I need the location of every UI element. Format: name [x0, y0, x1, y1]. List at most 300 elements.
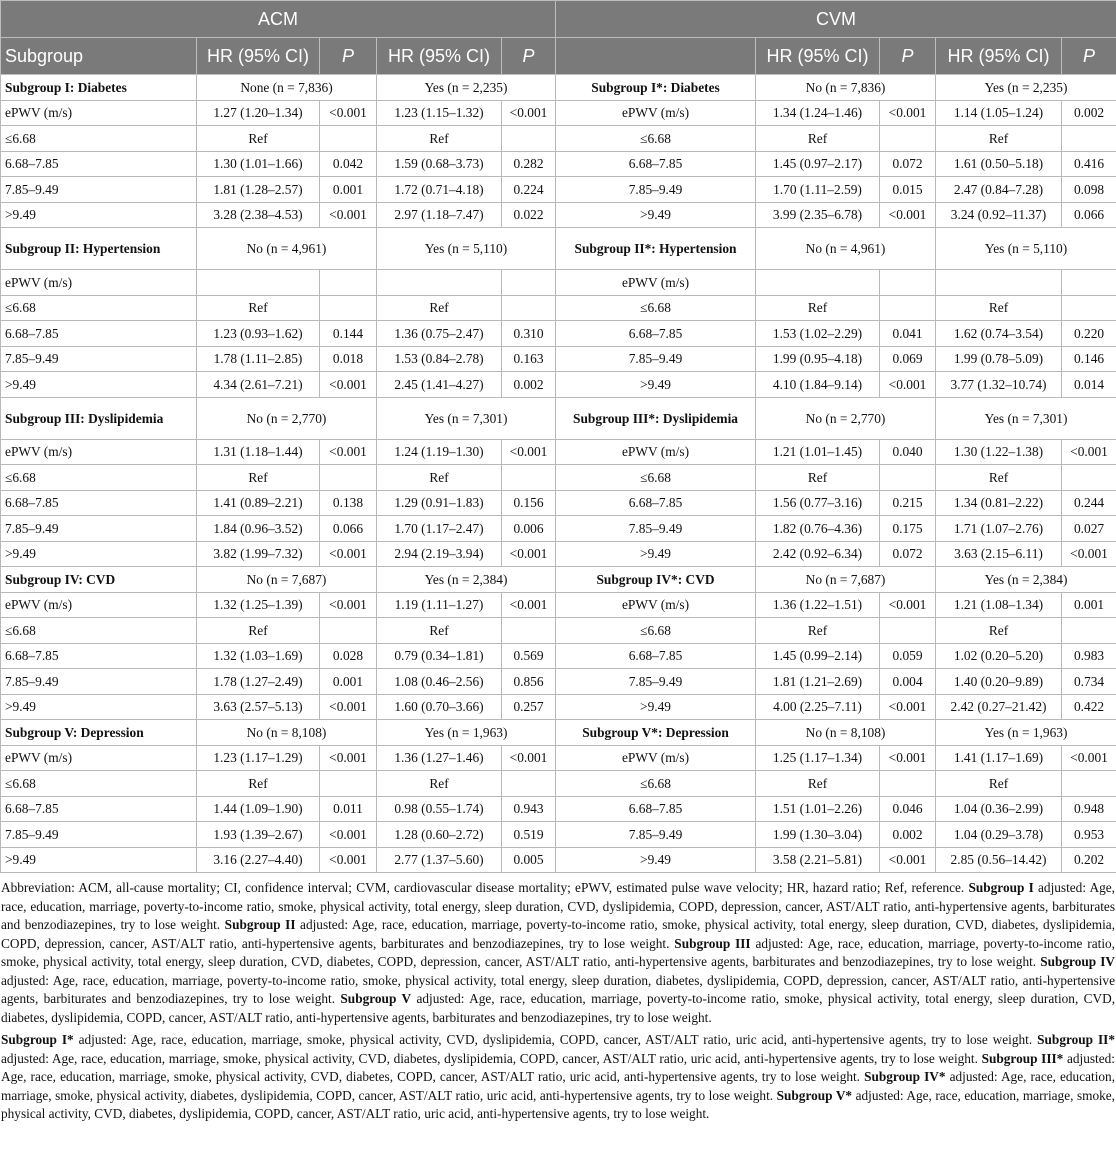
footnote-acm [1, 879, 1115, 1027]
hr-value: 2.47 (0.84–7.28) [936, 177, 1062, 203]
hr-value: Ref [756, 771, 880, 797]
subgroup-label: Subgroup I: Diabetes [1, 75, 197, 101]
hr-value: 0.98 (0.55–1.74) [377, 796, 502, 822]
hr-value: 1.27 (1.20–1.34) [197, 100, 320, 126]
table-row [1, 270, 1116, 296]
table-row [1, 771, 1116, 797]
p-value: 0.027 [1062, 516, 1116, 542]
p-value: 0.041 [880, 321, 936, 347]
group-yes-label: Yes (n = 5,110) [936, 228, 1116, 270]
header-row-columns [1, 38, 1116, 75]
row-label: 6.68–7.85 [556, 151, 756, 177]
p-value: 0.257 [502, 694, 556, 720]
p-value: 0.422 [1062, 694, 1116, 720]
p-value: 0.282 [502, 151, 556, 177]
hr-value: 1.53 (0.84–2.78) [377, 346, 502, 372]
row-label: 6.68–7.85 [1, 321, 197, 347]
hr-value: 1.81 (1.28–2.57) [197, 177, 320, 203]
hr-value: 1.51 (1.01–2.26) [756, 796, 880, 822]
hr-value: 1.02 (0.20–5.20) [936, 643, 1062, 669]
p-value: <0.001 [320, 372, 377, 398]
hr-value: Ref [377, 295, 502, 321]
p-value: 0.066 [1062, 202, 1116, 228]
hr-value: 3.63 (2.15–6.11) [936, 541, 1062, 567]
subgroup-header-row [1, 75, 1116, 101]
row-label: ePWV (m/s) [556, 745, 756, 771]
hr-value: 1.61 (0.50–5.18) [936, 151, 1062, 177]
row-label: 6.68–7.85 [556, 321, 756, 347]
hr-value: 1.41 (1.17–1.69) [936, 745, 1062, 771]
group-yes-label: Yes (n = 2,235) [936, 75, 1116, 101]
row-label: >9.49 [556, 202, 756, 228]
p-value: 0.014 [1062, 372, 1116, 398]
row-label: 7.85–9.49 [556, 669, 756, 695]
footnote-label: Subgroup II* [1037, 1032, 1115, 1047]
p-value: <0.001 [880, 202, 936, 228]
p-header: P [320, 38, 377, 75]
table-row [1, 151, 1116, 177]
subgroup-label: Subgroup III: Dyslipidemia [1, 397, 197, 439]
hr-value: 3.24 (0.92–11.37) [936, 202, 1062, 228]
footnote-label: Subgroup V [340, 991, 412, 1006]
hr-value: 4.10 (1.84–9.14) [756, 372, 880, 398]
row-label: ePWV (m/s) [556, 592, 756, 618]
hr-value: 3.16 (2.27–4.40) [197, 847, 320, 873]
p-value: <0.001 [502, 745, 556, 771]
table-row [1, 346, 1116, 372]
hr-value: 2.77 (1.37–5.60) [377, 847, 502, 873]
acm-header: ACM [1, 1, 556, 38]
hr-value: 1.56 (0.77–3.16) [756, 490, 880, 516]
hr-value: 4.00 (2.25–7.11) [756, 694, 880, 720]
hr-value: 3.82 (1.99–7.32) [197, 541, 320, 567]
hr-value: Ref [936, 771, 1062, 797]
subgroup-header: Subgroup [1, 38, 197, 75]
table-row [1, 465, 1116, 491]
footnote-text: adjusted: Age, race, education, marriage, smoke, physical activity, CVD, diabetes, COPD, cancer, AST/ALT ratio, uric acid, anti-hypertensive agents, try to lose weight. [1, 1050, 1115, 1084]
hr-value: 1.14 (1.05–1.24) [936, 100, 1062, 126]
hr-value: Ref [756, 126, 880, 152]
p-value: <0.001 [320, 100, 377, 126]
footnote-label: Subgroup I [968, 880, 1034, 895]
hr-value: 2.97 (1.18–7.47) [377, 202, 502, 228]
table-row [1, 372, 1116, 398]
hr-value: 3.77 (1.32–10.74) [936, 372, 1062, 398]
row-label: 7.85–9.49 [1, 822, 197, 848]
footnote-text: adjusted: Age, race, education, marriage, smoke, physical activity, CVD, diabetes, dyslipidemia, COPD, cancer, AST/ALT ratio, uric acid, anti-hypertensive agents, try to lose weight. [1, 1087, 1115, 1121]
hr-value: 1.36 (1.22–1.51) [756, 592, 880, 618]
row-label: 7.85–9.49 [556, 346, 756, 372]
row-label: >9.49 [1, 202, 197, 228]
p-value: 0.040 [880, 439, 936, 465]
row-label: 7.85–9.49 [1, 669, 197, 695]
footnote-label: Subgroup III* [981, 1050, 1064, 1066]
hr-value: 1.21 (1.01–1.45) [756, 439, 880, 465]
p-value [1062, 465, 1116, 491]
hr-value: Ref [936, 465, 1062, 491]
footnote-text: adjusted: Age, race, education, marriage, poverty-to-income ratio, smoke, physical activity, total energy, sleep duration, CVD, dyslipidemia, COPD, depression, cancer, AST/ALT ratio, anti-hypertensive agents, barbiturates and benzodiazepines, try to lose weight. [1, 880, 1115, 932]
p-value: 0.005 [502, 847, 556, 873]
p-value [880, 771, 936, 797]
cvm-header: CVM [556, 1, 1116, 38]
hr-value: 1.71 (1.07–2.76) [936, 516, 1062, 542]
p-value: 0.028 [320, 643, 377, 669]
p-value: 0.018 [320, 346, 377, 372]
subgroup-label: Subgroup I*: Diabetes [556, 75, 756, 101]
table-row [1, 592, 1116, 618]
row-label: ePWV (m/s) [1, 100, 197, 126]
p-value: 0.519 [502, 822, 556, 848]
row-label: ePWV (m/s) [556, 439, 756, 465]
p-value [1062, 126, 1116, 152]
p-value: 0.144 [320, 321, 377, 347]
row-label: >9.49 [556, 372, 756, 398]
p-value: 0.015 [880, 177, 936, 203]
group-no-label: None (n = 7,836) [197, 75, 377, 101]
hr-value: 3.99 (2.35–6.78) [756, 202, 880, 228]
group-no-label: No (n = 7,687) [197, 567, 377, 593]
p-value: 0.042 [320, 151, 377, 177]
p-value: 0.022 [502, 202, 556, 228]
p-value: 0.220 [1062, 321, 1116, 347]
group-yes-label: Yes (n = 7,301) [377, 397, 556, 439]
hr-header: HR (95% CI) [936, 38, 1062, 75]
row-label: 6.68–7.85 [556, 796, 756, 822]
p-value: 0.046 [880, 796, 936, 822]
hr-value: 2.85 (0.56–14.42) [936, 847, 1062, 873]
group-no-label: No (n = 4,961) [756, 228, 936, 270]
hr-value: 1.70 (1.11–2.59) [756, 177, 880, 203]
hr-value: 1.82 (0.76–4.36) [756, 516, 880, 542]
hr-value: Ref [197, 771, 320, 797]
footnote-label: Subgroup II [224, 917, 296, 932]
hr-value: 2.45 (1.41–4.27) [377, 372, 502, 398]
p-value: <0.001 [1062, 745, 1116, 771]
hr-value: Ref [197, 126, 320, 152]
footnote-text: adjusted: Age, race, education, marriage, smoke, physical activity, CVD, dyslipidemia, COPD, cancer, AST/ALT ratio, uric acid, anti-hypertensive agents, try to lose weight. [78, 1032, 1033, 1047]
row-label: ≤6.68 [556, 771, 756, 797]
table-row [1, 745, 1116, 771]
p-value: <0.001 [502, 592, 556, 618]
p-header: P [880, 38, 936, 75]
group-no-label: No (n = 8,108) [756, 720, 936, 746]
row-label: ≤6.68 [556, 465, 756, 491]
hr-value: 1.30 (1.01–1.66) [197, 151, 320, 177]
hr-value: Ref [936, 295, 1062, 321]
p-header: P [502, 38, 556, 75]
hr-value: 0.79 (0.34–1.81) [377, 643, 502, 669]
hr-value: 1.59 (0.68–3.73) [377, 151, 502, 177]
p-value [502, 126, 556, 152]
p-value [502, 295, 556, 321]
p-value: 0.156 [502, 490, 556, 516]
hr-value: 2.94 (2.19–3.94) [377, 541, 502, 567]
hr-value: Ref [197, 465, 320, 491]
footnote-label: Subgroup I* [1, 1032, 74, 1047]
subgroup-label: Subgroup V: Depression [1, 720, 197, 746]
hr-value [756, 270, 880, 296]
hr-header: HR (95% CI) [197, 38, 320, 75]
row-label: 6.68–7.85 [556, 643, 756, 669]
hr-value: Ref [756, 295, 880, 321]
row-label: 6.68–7.85 [1, 490, 197, 516]
hr-value: 1.36 (1.27–1.46) [377, 745, 502, 771]
hr-value: 1.99 (1.30–3.04) [756, 822, 880, 848]
table-row [1, 202, 1116, 228]
table-row [1, 847, 1116, 873]
hr-value: Ref [756, 618, 880, 644]
row-label: >9.49 [556, 847, 756, 873]
table-row [1, 439, 1116, 465]
group-no-label: No (n = 2,770) [756, 397, 936, 439]
table-row [1, 177, 1116, 203]
group-yes-label: Yes (n = 1,963) [936, 720, 1116, 746]
group-no-label: No (n = 4,961) [197, 228, 377, 270]
p-value: <0.001 [880, 847, 936, 873]
hr-value: 1.30 (1.22–1.38) [936, 439, 1062, 465]
row-label: >9.49 [556, 541, 756, 567]
hr-value: 1.29 (0.91–1.83) [377, 490, 502, 516]
table-row [1, 516, 1116, 542]
table-row [1, 295, 1116, 321]
subgroup-header-row [1, 397, 1116, 439]
footnote-text: adjusted: Age, race, education, marriage, poverty-to-income ratio, smoke, physical activity, total energy, sleep duration, CVD, diabetes, dyslipidemia, COPD, cancer, AST/ALT ratio, anti-hypertensive agents, barbiturates and benzodiazepines, try to lose weight. [1, 991, 1116, 1025]
group-no-label: No (n = 7,836) [756, 75, 936, 101]
hr-value: 1.72 (0.71–4.18) [377, 177, 502, 203]
p-value [502, 618, 556, 644]
hr-value: 1.34 (0.81–2.22) [936, 490, 1062, 516]
hr-value: 3.28 (2.38–4.53) [197, 202, 320, 228]
p-value: <0.001 [320, 694, 377, 720]
footnote-text: adjusted: Age, race, education, marriage, poverty-to-income ratio, smoke, physical activity, total energy, sleep duration, CVD, diabetes, dyslipidemia, COPD, depression, cancer, AST/ALT ratio, anti-hypertensive agents, barbiturates and benzodiazepines, try to lose weight. [1, 917, 1116, 951]
row-label: ePWV (m/s) [556, 270, 756, 296]
p-value [880, 295, 936, 321]
table-row [1, 126, 1116, 152]
p-value: 0.004 [880, 669, 936, 695]
p-value: <0.001 [880, 372, 936, 398]
hr-value: 1.04 (0.29–3.78) [936, 822, 1062, 848]
p-value: 0.215 [880, 490, 936, 516]
p-value: 0.002 [880, 822, 936, 848]
table-row [1, 694, 1116, 720]
footnote-text: adjusted: Age, race, education, marriage, poverty-to-income ratio, smoke, physical activity, total energy, sleep duration, CVD, diabetes, COPD, depression, cancer, AST/ALT ratio, anti-hypertensive agents, barbiturates and benzodiazepines, try to lose weight. [1, 935, 1115, 969]
p-value: 0.734 [1062, 669, 1116, 695]
cvm-subgroup-header [556, 38, 756, 75]
group-yes-label: Yes (n = 1,963) [377, 720, 556, 746]
row-label: ≤6.68 [1, 295, 197, 321]
hr-value: Ref [377, 465, 502, 491]
p-value: <0.001 [320, 847, 377, 873]
hr-value [936, 270, 1062, 296]
subgroup-header-row [1, 720, 1116, 746]
hr-value [197, 270, 320, 296]
hr-value: 1.70 (1.17–2.47) [377, 516, 502, 542]
hr-value: 1.08 (0.46–2.56) [377, 669, 502, 695]
p-value: 0.569 [502, 643, 556, 669]
p-value: <0.001 [502, 439, 556, 465]
p-value [880, 465, 936, 491]
row-label: 7.85–9.49 [1, 516, 197, 542]
p-value: 0.983 [1062, 643, 1116, 669]
row-label: 7.85–9.49 [1, 177, 197, 203]
p-value: <0.001 [880, 100, 936, 126]
p-value: 0.953 [1062, 822, 1116, 848]
p-value [320, 295, 377, 321]
hr-value: 1.31 (1.18–1.44) [197, 439, 320, 465]
p-value [880, 270, 936, 296]
table-row [1, 321, 1116, 347]
p-value [502, 771, 556, 797]
row-label: 7.85–9.49 [556, 177, 756, 203]
hr-value: 1.78 (1.27–2.49) [197, 669, 320, 695]
hr-value: Ref [377, 618, 502, 644]
p-value [1062, 771, 1116, 797]
p-value [320, 771, 377, 797]
hr-value: 3.63 (2.57–5.13) [197, 694, 320, 720]
hr-value: 1.99 (0.95–4.18) [756, 346, 880, 372]
p-value: 0.002 [1062, 100, 1116, 126]
group-yes-label: Yes (n = 7,301) [936, 397, 1116, 439]
hr-value: 1.93 (1.39–2.67) [197, 822, 320, 848]
row-label: ≤6.68 [1, 771, 197, 797]
p-value [320, 270, 377, 296]
p-value: <0.001 [1062, 541, 1116, 567]
hr-value: Ref [936, 126, 1062, 152]
group-yes-label: Yes (n = 2,384) [377, 567, 556, 593]
p-value: <0.001 [502, 541, 556, 567]
p-value [502, 270, 556, 296]
hr-value: 1.40 (0.20–9.89) [936, 669, 1062, 695]
p-value [502, 465, 556, 491]
hr-header: HR (95% CI) [756, 38, 880, 75]
table-row [1, 643, 1116, 669]
group-no-label: No (n = 8,108) [197, 720, 377, 746]
p-value: <0.001 [320, 202, 377, 228]
footnote-cvm [1, 1031, 1115, 1124]
row-label: ePWV (m/s) [1, 270, 197, 296]
row-label: ePWV (m/s) [1, 592, 197, 618]
p-value [320, 126, 377, 152]
p-value: <0.001 [320, 745, 377, 771]
row-label: ≤6.68 [1, 126, 197, 152]
p-value: <0.001 [1062, 439, 1116, 465]
hr-value: 1.36 (0.75–2.47) [377, 321, 502, 347]
hr-value: 1.81 (1.21–2.69) [756, 669, 880, 695]
hr-value: Ref [377, 771, 502, 797]
subgroup-header-row [1, 567, 1116, 593]
hr-value: 1.34 (1.24–1.46) [756, 100, 880, 126]
p-value: 0.072 [880, 151, 936, 177]
p-value: 0.244 [1062, 490, 1116, 516]
p-value: 0.175 [880, 516, 936, 542]
row-label: >9.49 [556, 694, 756, 720]
p-value: 0.059 [880, 643, 936, 669]
p-value: <0.001 [320, 541, 377, 567]
group-no-label: No (n = 7,687) [756, 567, 936, 593]
table-row [1, 490, 1116, 516]
row-label: >9.49 [1, 372, 197, 398]
footnote-text: adjusted: Age, race, education, marriage, poverty-to-income ratio, smoke, physical activity, total energy, sleep duration, diabetes, dyslipidemia, COPD, depression, cancer, AST/ALT ratio, anti-hypertensive agents, barbiturates and benzodiazepines, try to lose weight. [1, 972, 1115, 1006]
p-value: 0.943 [502, 796, 556, 822]
p-value [880, 126, 936, 152]
subgroup-label: Subgroup III*: Dyslipidemia [556, 397, 756, 439]
hr-value: 1.44 (1.09–1.90) [197, 796, 320, 822]
hr-value: 2.42 (0.92–6.34) [756, 541, 880, 567]
hr-value: 1.23 (0.93–1.62) [197, 321, 320, 347]
p-value: 0.856 [502, 669, 556, 695]
row-label: 6.68–7.85 [1, 643, 197, 669]
row-label: 6.68–7.85 [556, 490, 756, 516]
p-value: 0.066 [320, 516, 377, 542]
subgroup-header-row [1, 228, 1116, 270]
p-value: 0.224 [502, 177, 556, 203]
row-label: ≤6.68 [1, 465, 197, 491]
group-yes-label: Yes (n = 5,110) [377, 228, 556, 270]
subgroup-label: Subgroup II*: Hypertension [556, 228, 756, 270]
hr-value: 1.99 (0.78–5.09) [936, 346, 1062, 372]
p-value: 0.069 [880, 346, 936, 372]
hr-value: 4.34 (2.61–7.21) [197, 372, 320, 398]
p-value: 0.416 [1062, 151, 1116, 177]
hr-value: 1.32 (1.03–1.69) [197, 643, 320, 669]
hr-value: 1.84 (0.96–3.52) [197, 516, 320, 542]
hr-value: 1.60 (0.70–3.66) [377, 694, 502, 720]
p-value: <0.001 [320, 439, 377, 465]
subgroup-label: Subgroup V*: Depression [556, 720, 756, 746]
row-label: ≤6.68 [556, 126, 756, 152]
row-label: ePWV (m/s) [1, 439, 197, 465]
table-row [1, 100, 1116, 126]
subgroup-label: Subgroup II: Hypertension [1, 228, 197, 270]
row-label: 6.68–7.85 [1, 796, 197, 822]
hr-value: 1.45 (0.99–2.14) [756, 643, 880, 669]
footnote-label: Subgroup III [674, 935, 751, 951]
row-label: ≤6.68 [1, 618, 197, 644]
table-row [1, 796, 1116, 822]
hr-value: Ref [936, 618, 1062, 644]
p-value: 0.002 [502, 372, 556, 398]
row-label: >9.49 [1, 847, 197, 873]
p-value: 0.011 [320, 796, 377, 822]
hr-value: 1.32 (1.25–1.39) [197, 592, 320, 618]
hr-value: 1.19 (1.11–1.27) [377, 592, 502, 618]
p-value: 0.202 [1062, 847, 1116, 873]
table-row [1, 822, 1116, 848]
hr-value: 1.28 (0.60–2.72) [377, 822, 502, 848]
p-value: 0.948 [1062, 796, 1116, 822]
hr-value: 1.21 (1.08–1.34) [936, 592, 1062, 618]
hr-value: 1.41 (0.89–2.21) [197, 490, 320, 516]
row-label: >9.49 [1, 541, 197, 567]
footnote-label: Subgroup V* [776, 1087, 853, 1103]
p-value: 0.138 [320, 490, 377, 516]
hr-value: 1.24 (1.19–1.30) [377, 439, 502, 465]
hr-value: 1.45 (0.97–2.17) [756, 151, 880, 177]
group-no-label: No (n = 2,770) [197, 397, 377, 439]
hr-value: Ref [756, 465, 880, 491]
subgroup-label: Subgroup IV*: CVD [556, 567, 756, 593]
hr-value: Ref [377, 126, 502, 152]
p-value: 0.001 [1062, 592, 1116, 618]
row-label: 7.85–9.49 [556, 822, 756, 848]
row-label: ePWV (m/s) [556, 100, 756, 126]
row-label: ≤6.68 [556, 295, 756, 321]
subgroup-label: Subgroup IV: CVD [1, 567, 197, 593]
p-value: 0.098 [1062, 177, 1116, 203]
p-value: 0.146 [1062, 346, 1116, 372]
p-header: P [1062, 38, 1116, 75]
row-label: 6.68–7.85 [1, 151, 197, 177]
